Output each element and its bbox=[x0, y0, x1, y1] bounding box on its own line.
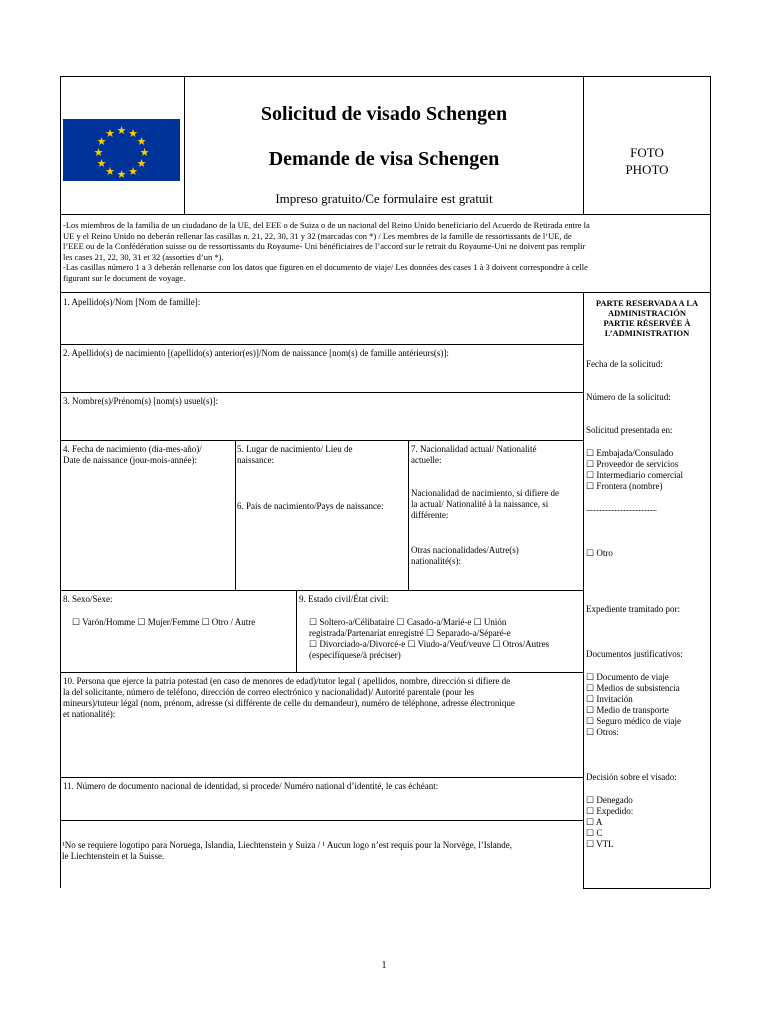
field-4-label-fr: Date de naissance (jour-mois-année): bbox=[63, 455, 198, 465]
svg-text:★: ★ bbox=[96, 135, 107, 148]
admin-checkbox-embassy[interactable]: ☐ Embajada/Consulado bbox=[586, 448, 674, 458]
admin-checkbox-travel-document[interactable]: ☐ Documento de viaje bbox=[586, 672, 669, 682]
admin-bottom-border bbox=[583, 888, 710, 889]
notice-line: figurant sur le document de voyage. bbox=[63, 272, 186, 283]
left-border bbox=[60, 76, 61, 888]
admin-checkbox-a[interactable]: ☐ A bbox=[586, 817, 603, 827]
admin-application-date: Fecha de la solicitud: bbox=[586, 359, 663, 369]
row-line bbox=[60, 590, 583, 591]
civil-status-line: registrada/Partenariat enregistré ☐ Separado-a/Séparé-e bbox=[309, 628, 511, 638]
notice-line: les cases 21, 22, 30, 31 et 32 (assorties d’un *). bbox=[63, 251, 224, 262]
admin-heading-line: PARTIE RÉSERVÉE À bbox=[603, 318, 691, 328]
field-7-label-g: nationalité(s): bbox=[411, 556, 461, 566]
row-line bbox=[60, 672, 583, 673]
field-10-guardian[interactable] bbox=[63, 676, 581, 720]
field-7-birth-nationality[interactable] bbox=[411, 488, 581, 521]
field-7-label-a: 7. Nacionalidad actual/ Nationalité bbox=[411, 444, 537, 454]
field-2-birth-surname[interactable]: 2. Apellido(s) de nacimiento [(apellido(s) anterior(es)]/Nom de naissance [nom(s) de famille antérieurs(s)]: bbox=[63, 348, 449, 358]
svg-text:★: ★ bbox=[105, 127, 115, 140]
civil-status-line: ☐ Divorciado-a/Divorcé-e ☐ Viudo-a/Veuf/veuve ☐ Otros/Autres bbox=[309, 639, 550, 649]
photo-label-es: FOTO bbox=[630, 145, 664, 160]
row-line bbox=[60, 392, 583, 393]
admin-submitted-at: Solicitud presentada en: bbox=[586, 425, 673, 435]
field-9-civil-status-label: 9. Estado civil/État civil: bbox=[299, 594, 389, 604]
notice-text bbox=[63, 220, 709, 283]
field-7-label-e: différente: bbox=[411, 510, 449, 520]
field-10-line: mineurs)/tuteur légal (nom, prénom, adresse (si différente de celle du demandeur), numéro de téléphone, adresse électronique bbox=[63, 698, 515, 708]
admin-visa-decision: Decisión sobre el visado: bbox=[586, 772, 677, 782]
admin-checkbox-insurance[interactable]: ☐ Seguro médico de viaje bbox=[586, 716, 682, 726]
admin-handled-by: Expediente tramitado por: bbox=[586, 604, 680, 614]
subtitle: Impreso gratuito/Ce formulaire est gratuit bbox=[275, 191, 493, 206]
field-5-label-a: 5. Lugar de nacimiento/ Lieu de bbox=[237, 444, 353, 454]
notice-bottom-border bbox=[60, 292, 710, 293]
footnote-line: le Liechtenstein et la Suisse. bbox=[62, 851, 165, 861]
row-line bbox=[60, 440, 583, 441]
field-7-other-nationalities[interactable] bbox=[411, 545, 581, 567]
title-es: Solicitud de visado Schengen bbox=[260, 103, 508, 125]
admin-checkbox-border[interactable]: ☐ Frontera (nombre) bbox=[586, 481, 663, 491]
row-line bbox=[60, 820, 583, 821]
footnote bbox=[62, 840, 580, 862]
title-fr: Demande de visa Schengen bbox=[268, 148, 500, 170]
photo-label-fr: PHOTO bbox=[625, 162, 669, 177]
admin-application-number: Número de la solicitud: bbox=[586, 392, 671, 402]
civil-status-line: (especifíquese/à préciser) bbox=[309, 650, 401, 660]
field-7-nationality[interactable] bbox=[411, 444, 581, 466]
field-6-birth-country[interactable]: 6. País de nacimiento/Pays de naissance: bbox=[237, 501, 384, 511]
admin-dotted-line: ............................................... bbox=[586, 504, 657, 513]
civil-status-line: ☐ Soltero-a/Célibataire ☐ Casado-a/Marié-e ☐ Unión bbox=[309, 617, 507, 627]
col-line bbox=[235, 440, 236, 590]
admin-checkbox-refused[interactable]: ☐ Denegado bbox=[586, 795, 633, 805]
field-4-birth-date[interactable] bbox=[63, 444, 233, 466]
svg-text:★: ★ bbox=[139, 146, 150, 159]
field-11-national-id[interactable]: 11. Número de documento nacional de identidad, si procede/ Numéro national d’identité, le cas échéant: bbox=[63, 781, 439, 791]
svg-text:★: ★ bbox=[116, 124, 127, 137]
svg-text:★: ★ bbox=[128, 127, 138, 140]
field-10-line: 10. Persona que ejerce la patria potestad (en caso de menores de edad)/tutor legal ( apellidos, nombre, dirección si difiere de bbox=[63, 676, 511, 686]
notice-line: l’EEE ou de la Confédération suisse ou de ressortissants du Royaume- Uni bénéficiaires de l’accord sur le retrait du Royaume-Uni ne doivent pas remplir bbox=[63, 241, 586, 251]
field-1-surname[interactable]: 1. Apellido(s)/Nom [Nom de famille]: bbox=[63, 297, 201, 307]
field-8-sex-label: 8. Sexo/Sexe: bbox=[63, 594, 113, 604]
notice-line: -Los miembros de la familia de un ciudadano de la UE, del EEE o de Suiza o de un nacional del Reino Unido beneficiario del Acuerdo de Retirada entre la bbox=[63, 220, 590, 230]
field-9-civil-status-options[interactable] bbox=[309, 617, 581, 661]
svg-text:★: ★ bbox=[93, 146, 104, 159]
field-3-first-name[interactable]: 3. Nombre(s)/Prénom(s) [nom(s) usuel(s)]: bbox=[63, 396, 218, 406]
field-10-line: et nationalité): bbox=[63, 709, 116, 719]
field-7-label-d: la actual/ Nationalité à la naissance, si bbox=[411, 499, 549, 509]
notice-line: -Las casillas número 1 a 3 deberán rellenarse con los datos que figuren en el documento de viaje/ Les données des cases 1 à 3 doivent correspondre à celle bbox=[63, 262, 588, 272]
right-border bbox=[710, 76, 711, 888]
col-line bbox=[296, 590, 297, 672]
admin-checkbox-transport[interactable]: ☐ Medio de transporte bbox=[586, 705, 669, 715]
footnote-line: ¹No se requiere logotipo para Noruega, Islandia, Liechtenstein y Suiza / ¹ Aucun logo n’est requis pour la Norvège, l’Islande, bbox=[62, 840, 513, 850]
admin-column-border bbox=[583, 292, 584, 889]
notice-line: UE y el Reino Unido no deberán rellenar las casillas n. 21, 22, 30, 31 y 32 (marcadas con *) / Les membres de la famille de ressortissants de l’UE, de bbox=[63, 230, 572, 241]
field-7-label-c: Nacionalidad de nacimiento, si difiere de bbox=[411, 488, 559, 498]
svg-text:★: ★ bbox=[105, 165, 115, 178]
admin-checkbox-intermediary[interactable]: ☐ Intermediario comercial bbox=[586, 470, 684, 480]
svg-text:★: ★ bbox=[128, 165, 138, 178]
admin-heading-line: L’ADMINISTRATION bbox=[604, 328, 690, 338]
admin-checkbox-invitation[interactable]: ☐ Invitación bbox=[586, 694, 633, 704]
col-line bbox=[408, 440, 409, 590]
header-top-border bbox=[60, 76, 710, 77]
admin-heading bbox=[584, 298, 710, 338]
admin-heading-line: ADMINISTRACIÓN bbox=[608, 308, 686, 318]
field-8-sex-options[interactable]: ☐ Varón/Homme ☐ Mujer/Femme ☐ Otro / Autre bbox=[72, 617, 256, 627]
admin-supporting-documents: Documentos justificativos: bbox=[586, 649, 683, 659]
svg-text:★: ★ bbox=[96, 157, 107, 170]
field-10-line: la del solicitante, número de teléfono, dirección de correo electrónico y nacionalidad)/ Autorité parentale (pour les bbox=[63, 687, 475, 697]
admin-checkbox-c[interactable]: ☐ C bbox=[586, 828, 603, 838]
admin-checkbox-service-provider[interactable]: ☐ Proveedor de servicios bbox=[586, 459, 679, 469]
eu-flag-logo bbox=[63, 119, 180, 181]
page-number: 1 bbox=[381, 960, 387, 971]
field-4-label-es: 4. Fecha de nacimiento (día-mes-año)/ bbox=[63, 444, 202, 454]
svg-text:★: ★ bbox=[136, 135, 147, 148]
admin-checkbox-issued[interactable]: ☐ Expedido: bbox=[586, 806, 634, 816]
admin-checkbox-subsistence[interactable]: ☐ Medios de subsistencia bbox=[586, 683, 680, 693]
field-5-label-b: naissance: bbox=[237, 455, 274, 465]
field-7-label-b: actuelle: bbox=[411, 455, 442, 465]
admin-checkbox-others[interactable]: ☐ Otros: bbox=[586, 727, 619, 737]
admin-heading-line: PARTE RESERVADA A LA bbox=[595, 298, 699, 308]
header-bottom-border bbox=[60, 214, 710, 215]
row-line bbox=[60, 344, 583, 345]
svg-text:★: ★ bbox=[136, 157, 147, 170]
field-7-label-f: Otras nacionalidades/Autre(s) bbox=[411, 545, 519, 555]
admin-checkbox-vtl[interactable]: ☐ VTL bbox=[586, 839, 614, 849]
svg-text:★: ★ bbox=[116, 168, 127, 181]
field-5-birth-place[interactable] bbox=[237, 444, 407, 466]
admin-checkbox-other[interactable]: ☐ Otro bbox=[586, 548, 613, 558]
row-line bbox=[60, 777, 583, 778]
